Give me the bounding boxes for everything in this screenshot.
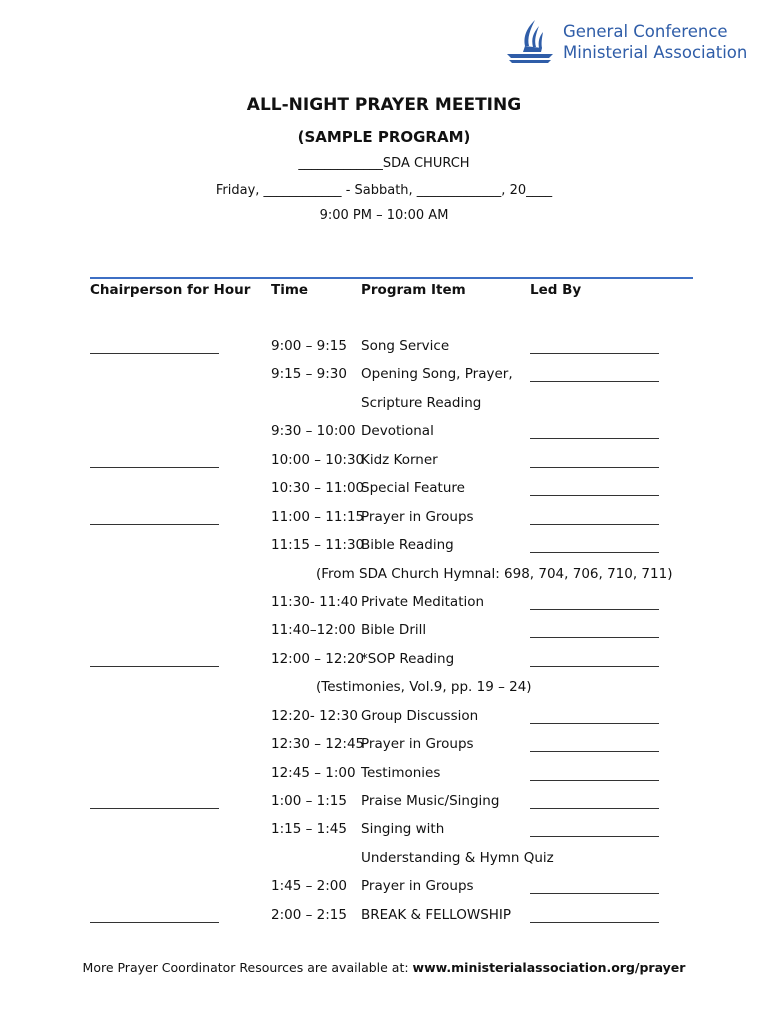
document-title: ALL-NIGHT PRAYER MEETING [246, 95, 522, 115]
led-by-blank[interactable] [530, 423, 659, 443]
column-header-program-item: Program Item [361, 282, 466, 298]
table-row [0, 732, 768, 760]
chairperson-blank[interactable] [90, 338, 219, 358]
document-subtitle: (SAMPLE PROGRAM) [297, 128, 471, 146]
row-program-item: Song Service [361, 338, 450, 354]
led-by-blank[interactable] [530, 452, 659, 472]
table-row [0, 476, 768, 504]
table-row [0, 704, 768, 732]
row-time: 12:00 – 12:20 [271, 650, 365, 667]
row-program-item: Prayer in Groups [361, 508, 474, 525]
table-row [0, 448, 768, 476]
led-by-blank[interactable] [530, 338, 659, 358]
row-time: 1:45 – 2:00 [271, 878, 347, 895]
footer [0, 960, 768, 975]
row-note: (From SDA Church Hymnal: 698, 704, 706, 710, 711) [316, 565, 673, 582]
adventist-flame-bible-icon [505, 18, 555, 64]
column-header-chairperson: Chairperson for Hour [90, 282, 251, 298]
led-by-blank[interactable] [530, 708, 659, 728]
footer-link[interactable]: www.ministerialassociation.org/prayer [412, 960, 686, 975]
row-program-item: Bible Reading [361, 537, 454, 554]
table-row [0, 789, 768, 817]
row-program-item: BREAK & FELLOWSHIP [361, 906, 512, 923]
row-time: 9:00 – 9:15 [271, 338, 347, 354]
led-by-blank[interactable] [530, 537, 659, 557]
table-row [0, 419, 768, 447]
organization-name [563, 21, 747, 63]
led-by-blank[interactable] [530, 736, 659, 756]
table-row [0, 562, 768, 590]
chairperson-blank[interactable] [90, 793, 219, 813]
row-program-item: Scripture Reading [361, 394, 482, 411]
row-time: 2:00 – 2:15 [271, 906, 347, 923]
row-program-item: Understanding & Hymn Quiz [361, 849, 554, 866]
table-row [0, 647, 768, 675]
row-program-item: Testimonies [361, 764, 441, 781]
table-row [0, 362, 768, 390]
table-row [0, 334, 768, 362]
organization-logo [505, 16, 755, 66]
column-header-time: Time [271, 282, 309, 298]
row-time: 9:30 – 10:00 [271, 423, 356, 440]
row-time: 11:15 – 11:30 [271, 537, 365, 554]
organization-name-line1: General Conference [563, 22, 728, 41]
led-by-blank[interactable] [530, 622, 659, 642]
table-row [0, 761, 768, 789]
row-program-item: Opening Song, Prayer, [361, 366, 513, 383]
led-by-blank[interactable] [530, 821, 659, 841]
row-program-item: Kidz Korner [361, 451, 438, 468]
row-program-item: Praise Music/Singing [361, 793, 500, 809]
row-time: 11:00 – 11:15 [271, 508, 365, 525]
table-row [0, 846, 768, 874]
row-program-item: Prayer in Groups [361, 736, 474, 753]
table-row [0, 903, 768, 931]
row-time: 9:15 – 9:30 [271, 366, 347, 383]
led-by-blank[interactable] [530, 509, 659, 529]
table-row [0, 391, 768, 419]
row-program-item: Prayer in Groups [361, 878, 474, 895]
row-time: 12:20- 12:30 [271, 707, 358, 724]
chairperson-blank[interactable] [90, 907, 219, 927]
chairperson-blank[interactable] [90, 452, 219, 472]
table-row [0, 817, 768, 845]
date-line: Friday, ____________ - Sabbath, _____________, 20____ [215, 183, 553, 198]
footer-text: More Prayer Coordinator Resources are available at: [82, 960, 413, 975]
row-time: 11:30- 11:40 [271, 593, 358, 610]
led-by-blank[interactable] [530, 651, 659, 671]
row-program-item: Special Feature [361, 480, 465, 497]
row-time: 1:15 – 1:45 [271, 821, 347, 838]
row-program-item: *SOP Reading [361, 650, 455, 667]
row-program-item: Private Meditation [361, 593, 485, 610]
table-row [0, 874, 768, 902]
row-time: 1:00 – 1:15 [271, 793, 347, 809]
row-time: 11:40–12:00 [271, 622, 356, 639]
led-by-blank[interactable] [530, 765, 659, 785]
time-range-line: 9:00 PM – 10:00 AM [319, 208, 449, 223]
table-row [0, 675, 768, 703]
row-program-item: Group Discussion [361, 707, 479, 724]
row-time: 10:00 – 10:30 [271, 451, 365, 468]
led-by-blank[interactable] [530, 594, 659, 614]
led-by-blank[interactable] [530, 878, 659, 898]
row-program-item: Bible Drill [361, 622, 427, 639]
led-by-blank[interactable] [530, 907, 659, 927]
table-row [0, 618, 768, 646]
led-by-blank[interactable] [530, 793, 659, 813]
table-row [0, 590, 768, 618]
led-by-blank[interactable] [530, 366, 659, 386]
row-time: 12:45 – 1:00 [271, 764, 356, 781]
column-header-led-by: Led By [530, 282, 582, 298]
row-program-item: Devotional [361, 423, 434, 440]
row-note: (Testimonies, Vol.9, pp. 19 – 24) [316, 679, 532, 696]
program-table [0, 334, 768, 931]
chairperson-blank[interactable] [90, 651, 219, 671]
table-row [0, 533, 768, 561]
header-divider [90, 277, 693, 279]
organization-name-line2: Ministerial Association [563, 43, 748, 62]
row-program-item: Singing with [361, 821, 445, 838]
table-row [0, 505, 768, 533]
church-name-line: _____________SDA CHURCH [298, 156, 470, 171]
led-by-blank[interactable] [530, 480, 659, 500]
chairperson-blank[interactable] [90, 509, 219, 529]
row-time: 10:30 – 11:00 [271, 480, 365, 497]
row-time: 12:30 – 12:45 [271, 736, 365, 753]
